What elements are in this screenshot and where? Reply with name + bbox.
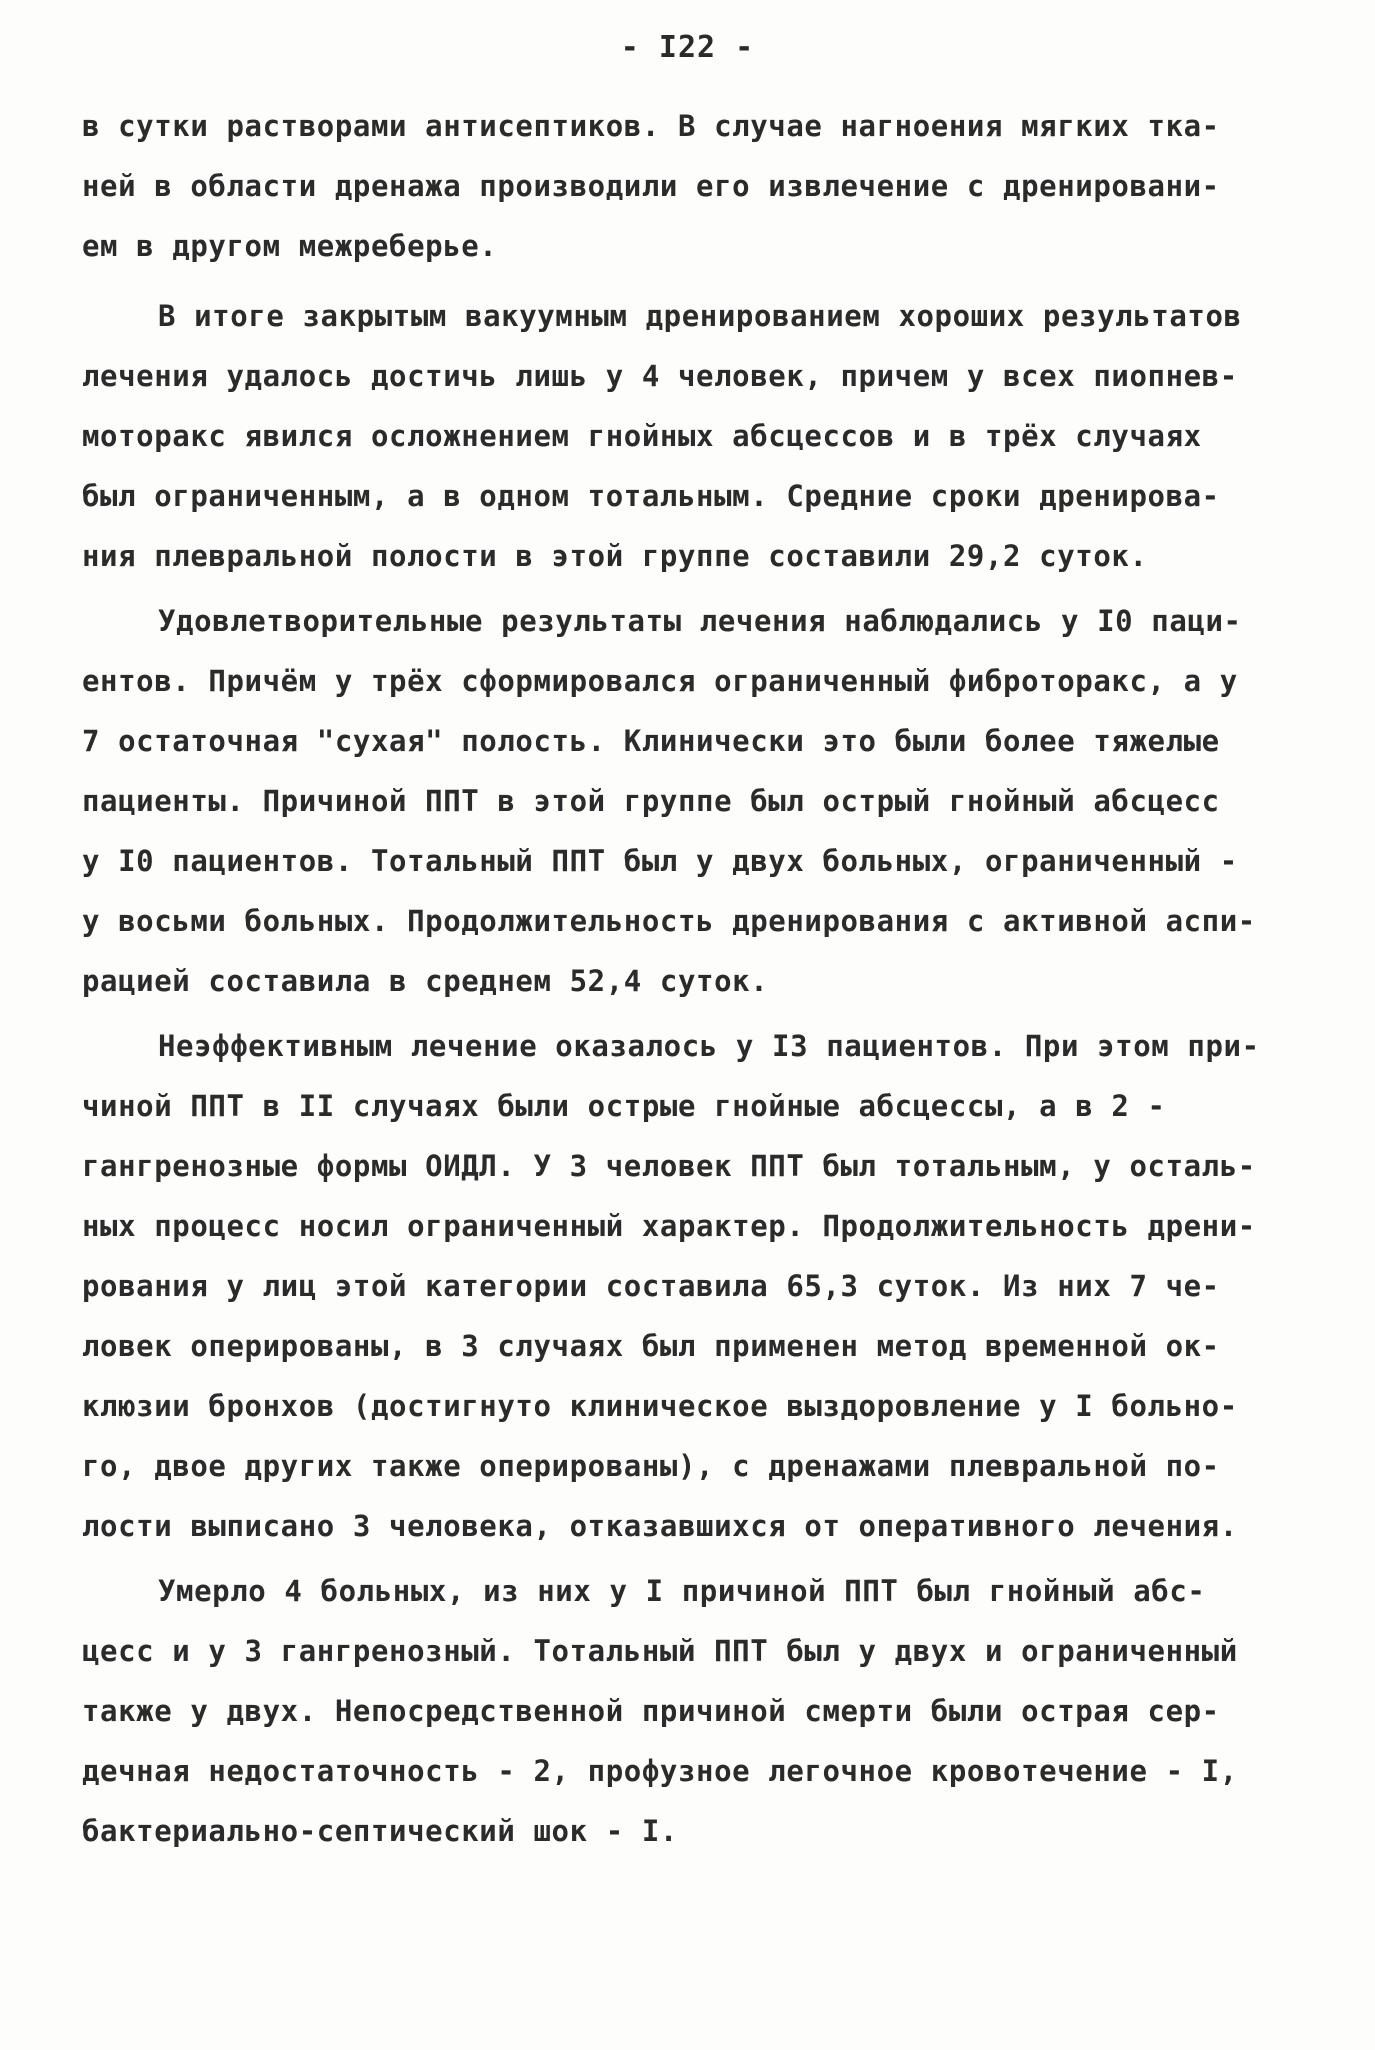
text-line: моторакс явился осложнением гнойных абсцессов и в трёх случаях (82, 419, 1202, 453)
text-line: ния плевральной полости в этой группе составили 29,2 суток. (82, 539, 1148, 573)
text-line: также у двух. Непосредственной причиной смерти были острая сер- (82, 1694, 1220, 1728)
text-line: ней в области дренажа производили его извлечение с дренировани- (82, 169, 1220, 203)
text-line: чиной ППТ в II случаях были острые гнойные абсцессы, а в 2 - (82, 1089, 1166, 1123)
text-line: в сутки растворами антисептиков. В случае нагноения мягких тка- (82, 109, 1220, 143)
text-line: 7 остаточная "сухая" полость. Клинически это были более тяжелые (82, 724, 1220, 758)
text-line: Неэффективным лечение оказалось у I3 пациентов. При этом при- (158, 1029, 1260, 1063)
text-line: пациенты. Причиной ППТ в этой группе был острый гнойный абсцесс (82, 784, 1220, 818)
text-line: ем в другом межреберье. (82, 229, 498, 263)
text-line: го, двое других также оперированы), с дренажами плевральной по- (82, 1449, 1220, 1483)
text-line: цесс и у 3 гангренозный. Тотальный ППТ был у двух и ограниченный (82, 1634, 1238, 1668)
text-line: ентов. Причём у трёх сформировался ограниченный фиброторакс, а у (82, 664, 1238, 698)
text-line: рацией составила в среднем 52,4 суток. (82, 964, 769, 998)
text-line: ных процесс носил ограниченный характер. Продолжительность дрени- (82, 1209, 1256, 1243)
text-line: рования у лиц этой категории составила 65,3 суток. Из них 7 че- (82, 1269, 1220, 1303)
text-line: у I0 пациентов. Тотальный ППТ был у двух больных, ограниченный - (82, 844, 1238, 878)
text-line: у восьми больных. Продолжительность дренирования с активной аспи- (82, 904, 1256, 938)
text-line: Умерло 4 больных, из них у I причиной ППТ был гнойный абс- (158, 1574, 1206, 1608)
text-line: лечения удалось достичь лишь у 4 человек, причем у всех пиопнев- (82, 359, 1238, 393)
text-line: был ограниченным, а в одном тотальным. Средние сроки дренирова- (82, 479, 1220, 513)
text-line: лости выписано 3 человека, отказавшихся от оперативного лечения. (82, 1509, 1238, 1543)
text-line: бактериально-септический шок - I. (82, 1814, 678, 1848)
text-line: клюзии бронхов (достигнуто клиническое выздоровление у I больно- (82, 1389, 1238, 1423)
text-line: гангренозные формы ОИДЛ. У 3 человек ППТ был тотальным, у осталь- (82, 1149, 1256, 1183)
text-line: ловек оперированы, в 3 случаях был применен метод временной ок- (82, 1329, 1220, 1363)
text-line: дечная недостаточность - 2, профузное легочное кровотечение - I, (82, 1754, 1238, 1788)
page-number: - I22 - (620, 30, 755, 65)
text-line: В итоге закрытым вакуумным дренированием хороших результатов (158, 299, 1242, 333)
text-line: Удовлетворительные результаты лечения наблюдались у I0 паци- (158, 604, 1242, 638)
